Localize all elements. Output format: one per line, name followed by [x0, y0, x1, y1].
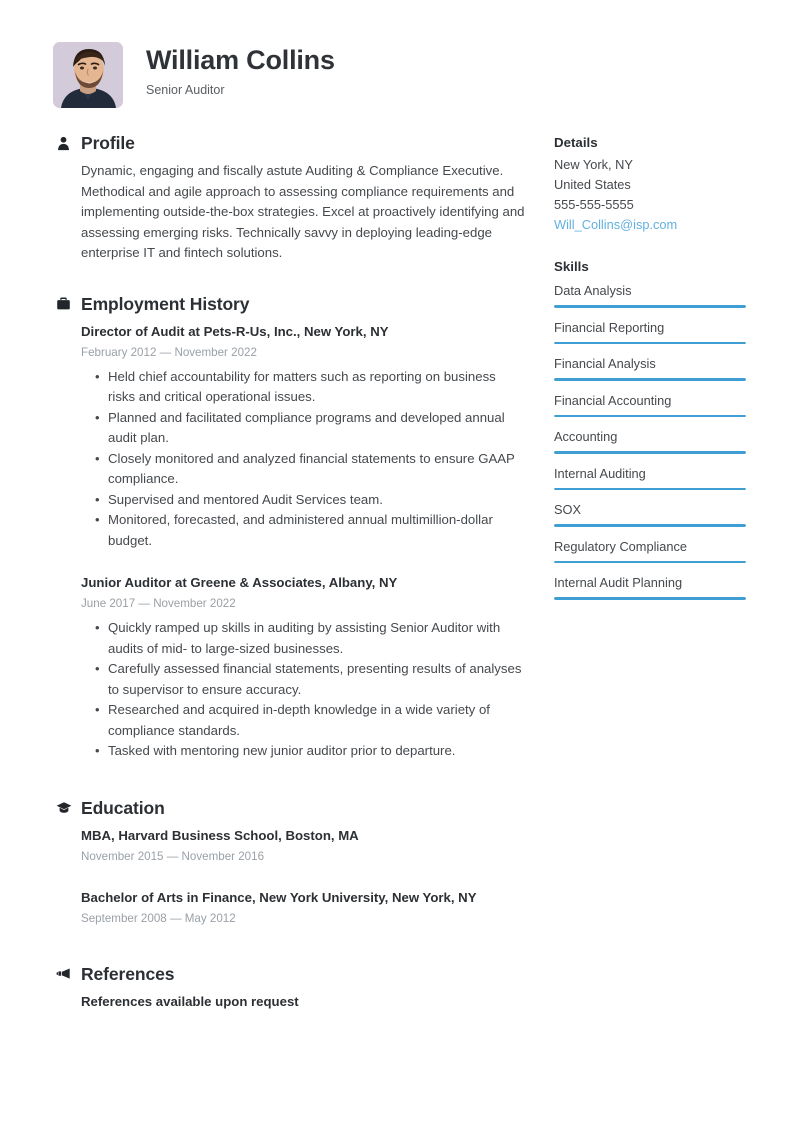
- section-title-profile: Profile: [81, 133, 135, 153]
- details-phone: 555-555-5555: [554, 197, 634, 212]
- list-item: • Tasked with mentoring new junior auditor prior to departure.: [108, 741, 525, 762]
- employment-entry-date: February 2012 — November 2022: [81, 345, 257, 359]
- skill-label: Financial Reporting: [554, 319, 665, 335]
- references-text: References available upon request: [81, 994, 299, 1009]
- skill-bar-fill: [554, 451, 746, 454]
- skill-label: Internal Auditing: [554, 465, 646, 481]
- skill-label: SOX: [554, 502, 582, 517]
- skill-bar-track: [554, 451, 746, 454]
- section-details: [554, 133, 746, 235]
- section-header-profile: [55, 133, 525, 153]
- skill-label: Internal Audit Planning: [554, 575, 683, 590]
- spacer: [81, 551, 525, 573]
- list-item: • Supervised and mentored Audit Services team.: [108, 490, 525, 511]
- profile-text: Dynamic, engaging and fiscally astute Auditing & Compliance Executive. Methodical and agile approach to assessing compliance requirements and implementing outside-the-box strategies. Excel at proactively identifying and assessing emerging risks. Technically savvy in deploying leading-edge enterprise IT and fintech solutions.: [81, 163, 525, 261]
- skill-label: Financial Analysis: [554, 356, 656, 371]
- resume-header: [53, 42, 335, 108]
- education-entry-date: September 2008 — May 2012: [81, 911, 236, 925]
- education-entry-date: November 2015 — November 2016: [81, 849, 265, 863]
- section-profile: [55, 133, 525, 264]
- employment-entry-date: June 2017 — November 2022: [81, 597, 236, 611]
- profile-photo-illustration: [53, 42, 123, 108]
- list-item: • Quickly ramped up skills in auditing by assisting Senior Auditor with audits of mid- to large-sized businesses.: [108, 618, 525, 659]
- list-item: • Carefully assessed financial statements, presenting results of analyses to supervisor to ensure accuracy.: [108, 659, 525, 700]
- section-skills: [554, 257, 746, 600]
- spacer: [55, 928, 525, 964]
- skill-label: Accounting: [554, 429, 618, 444]
- employment-entry: [81, 322, 525, 552]
- section-references: [55, 964, 525, 1011]
- user-icon: [55, 135, 72, 152]
- section-header-references: [55, 964, 525, 984]
- skill-item: [554, 536, 746, 564]
- education-entry: [81, 888, 525, 928]
- list-item: • Researched and acquired in-depth knowledge in a wide variety of compliance standards.: [108, 700, 525, 741]
- skill-bar-track: [554, 342, 746, 345]
- skill-bar-track: [554, 561, 746, 564]
- section-body-employment: [55, 322, 525, 762]
- education-entry-title: Bachelor of Arts in Finance, New York University, New York, NY: [81, 889, 477, 905]
- section-body-profile: [55, 161, 525, 264]
- employment-entry-title: Junior Auditor at Greene & Associates, Albany, NY: [81, 575, 398, 591]
- section-title-education: Education: [81, 797, 165, 818]
- name-block: [146, 42, 335, 98]
- skill-bar-track: [554, 378, 746, 381]
- details-city: New York, NY: [554, 157, 633, 172]
- skill-item: [554, 317, 746, 345]
- list-item: • Monitored, forecasted, and administered annual multimillion-dollar budget.: [108, 510, 525, 551]
- section-body-education: [55, 826, 525, 928]
- skill-bar-fill: [554, 305, 746, 308]
- graduation-cap-icon: [55, 799, 72, 816]
- section-header-education: [55, 798, 525, 818]
- skill-item: [554, 353, 746, 381]
- skill-item: [554, 572, 746, 600]
- skill-bar-track: [554, 524, 746, 527]
- employment-entry-bullets: [81, 367, 525, 552]
- skill-bar-fill: [554, 415, 746, 418]
- education-entry-title: MBA, Harvard Business School, Boston, MA: [81, 827, 359, 843]
- education-entry: [81, 826, 525, 866]
- details-email-link[interactable]: Will_Collins@isp.com: [554, 217, 678, 232]
- skill-bar-fill: [554, 524, 746, 527]
- skill-label: Data Analysis: [554, 283, 632, 298]
- section-title-skills: Skills: [554, 259, 589, 274]
- section-header-employment: [55, 294, 525, 314]
- skill-bar-fill: [554, 488, 746, 491]
- employment-entry: [81, 573, 525, 762]
- employment-entry-bullets: [81, 618, 525, 762]
- section-title-employment: Employment History: [81, 293, 250, 314]
- employment-entry-title: Director of Audit at Pets-R-Us, Inc., New York, NY: [81, 323, 389, 339]
- avatar: [53, 42, 123, 108]
- sidebar-column: [554, 133, 746, 609]
- list-item: • Closely monitored and analyzed financial statements to ensure GAAP compliance.: [108, 449, 525, 490]
- skill-item: [554, 499, 746, 527]
- skill-bar-fill: [554, 561, 746, 564]
- section-body-references: [55, 992, 525, 1011]
- skill-bar-fill: [554, 597, 746, 600]
- section-education: [55, 798, 525, 928]
- skill-bar-track: [554, 415, 746, 418]
- skill-label: Financial Accounting: [554, 392, 672, 408]
- section-employment: [55, 294, 525, 762]
- page-title: William Collins: [146, 45, 335, 75]
- skill-label: Regulatory Compliance: [554, 538, 688, 554]
- skill-bar-track: [554, 488, 746, 491]
- spacer: [55, 762, 525, 798]
- spacer: [55, 264, 525, 294]
- spacer: [554, 235, 746, 257]
- skill-item: [554, 463, 746, 491]
- skill-bar-fill: [554, 378, 746, 381]
- list-item: • Held chief accountability for matters such as reporting on business risks and critical operational issues.: [108, 367, 525, 408]
- briefcase-icon: [55, 295, 72, 312]
- megaphone-icon: [55, 965, 72, 982]
- spacer: [81, 866, 525, 888]
- list-item: • Planned and facilitated compliance programs and developed annual audit plan.: [108, 408, 525, 449]
- skill-bar-track: [554, 597, 746, 600]
- details-country: United States: [554, 177, 631, 192]
- skill-bar-track: [554, 305, 746, 308]
- section-title-references: References: [81, 963, 175, 984]
- section-title-details: Details: [554, 135, 598, 150]
- skill-item: [554, 280, 746, 308]
- skill-bar-fill: [554, 342, 746, 345]
- main-column: [55, 133, 525, 1011]
- skill-item: [554, 426, 746, 454]
- skill-item: [554, 390, 746, 418]
- job-title: Senior Auditor: [146, 82, 225, 97]
